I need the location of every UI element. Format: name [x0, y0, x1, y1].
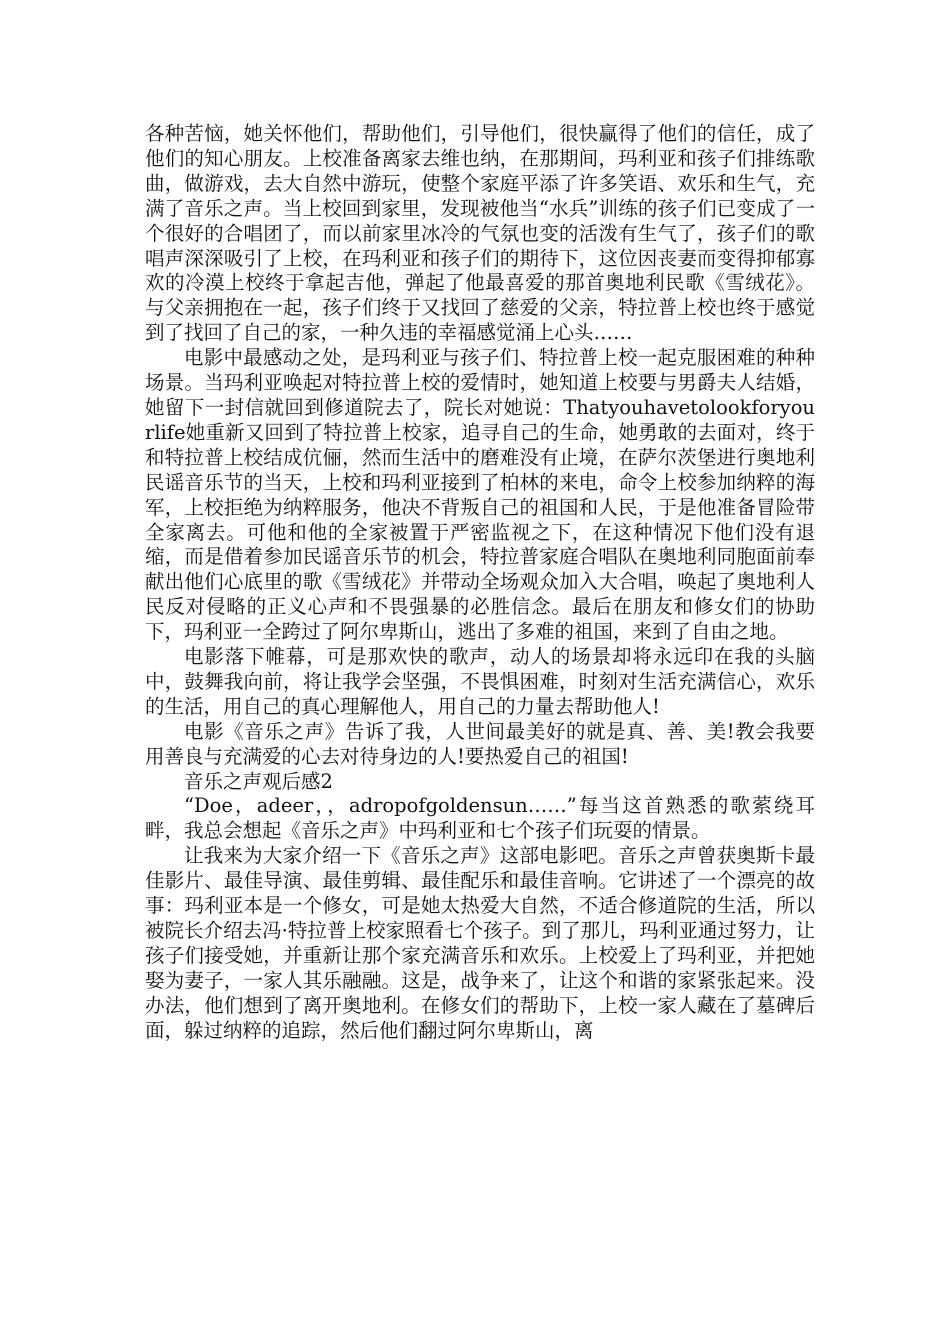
document-body: [145, 122, 815, 1044]
paragraph-1: 各种苦恼，她关怀他们，帮助他们，引导他们，很快赢得了他们的信任，成了他们的知心朋友。上校准备离家去维也纳，在那期间，玛利亚和孩子们排练歌曲，做游戏，去大自然中游玩，使整个家庭平添了许多笑语、欢乐和生气，充满了音乐之声。当上校回到家里，发现被他当“水兵”训练的孩子们已变成了一个很好的合唱团了，而以前家里冰冷的气氛也变的活泼有生气了，孩子们的歌唱声深深吸引了上校，在玛利亚和孩子们的期待下，这位因丧妻而变得抑郁寡欢的冷漠上校终于拿起吉他，弹起了他最喜爱的那首奥地利民歌《雪绒花》。与父亲拥抱在一起，孩子们终于又找回了慈爱的父亲，特拉普上校也终于感觉到了找回了自己的家，一种久违的幸福感觉涌上心头……: [145, 122, 815, 345]
paragraph-4: 电影《音乐之声》告诉了我，人世间最美好的就是真、善、美!教会我要用善良与充满爱的心去对待身边的人!要热爱自己的祖国!: [145, 719, 815, 768]
paragraph-5: “Doe，adeer，，adropofgoldensun……”每当这首熟悉的歌萦绕耳畔，我总会想起《音乐之声》中玛利亚和七个孩子们玩耍的情景。: [145, 794, 815, 843]
paragraph-6: 让我来为大家介绍一下《音乐之声》这部电影吧。音乐之声曾获奥斯卡最佳影片、最佳导演、最佳剪辑、最佳配乐和最佳音响。它讲述了一个漂亮的故事：玛利亚本是一个修女，可是她太热爱大自然，不适合修道院的生活，所以被院长介绍去冯·特拉普上校家照看七个孩子。到了那儿，玛利亚通过努力，让孩子们接受她，并重新让那个家充满音乐和欢乐。上校爱上了玛利亚，并把她娶为妻子，一家人其乐融融。这是，战争来了，让这个和谐的家紧张起来。没办法，他们想到了离开奥地利。在修女们的帮助下，上校一家人藏在了墓碑后面，躲过纳粹的追踪，然后他们翻过阿尔卑斯山，离: [145, 844, 815, 1042]
paragraph-3: 电影落下帷幕，可是那欢快的歌声，动人的场景却将永远印在我的头脑中，鼓舞我向前，将让我学会坚强，不畏惧困难，时刻对生活充满信心，欢乐的生活，用自己的真心理解他人，用自己的力量去帮助他人!: [145, 645, 815, 718]
section-heading: 音乐之声观后感2: [184, 769, 333, 793]
paragraph-2: 电影中最感动之处，是玛利亚与孩子们、特拉普上校一起克服困难的种种场景。当玛利亚唤起对特拉普上校的爱情时，她知道上校要与男爵夫人结婚，她留下一封信就回到修道院去了，院长对她说：Thatyouhavetolookforyourlife她重新又回到了特拉普上校家，追寻自己的生命，她勇敢的去面对，终于和特拉普上校结成伉俪，然而生活中的磨难没有止境，在萨尔茨堡进行奥地利民谣音乐节的当天，上校和玛利亚接到了柏林的来电，命令上校参加纳粹的海军，上校拒绝为纳粹服务，他决不背叛自己的祖国和人民，于是他准备冒险带全家离去。可他和他的全家被置于严密监视之下，在这种情况下他们没有退缩，而是借着参加民谣音乐节的机会，特拉普家庭合唱队在奥地利同胞面前奉献出他们心底里的歌《雪绒花》并带动全场观众加入大合唱，唤起了奥地利人民反对侵略的正义心声和不畏强暴的必胜信念。最后在朋友和修女们的协助下，玛利亚一全跨过了阿尔卑斯山，逃出了多难的祖国，来到了自由之地。: [145, 346, 815, 644]
